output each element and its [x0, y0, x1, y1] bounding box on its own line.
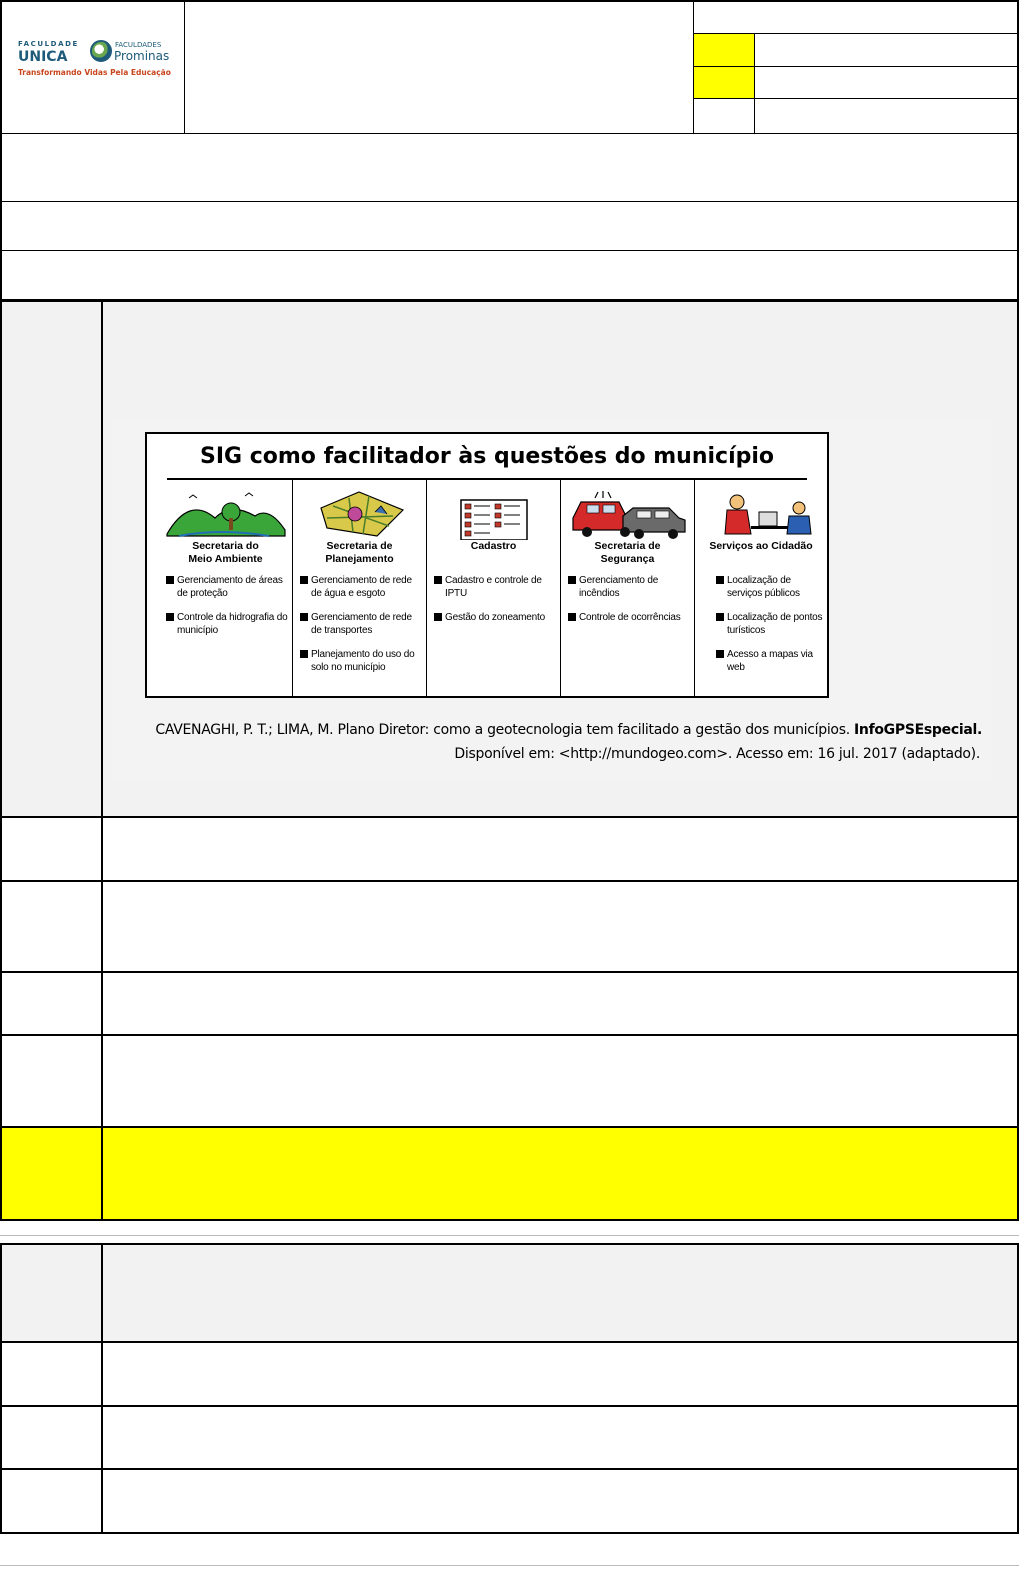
column-item: Controle da hidrografia do município — [165, 611, 290, 637]
column-item: Planejamento do uso do solo no município — [299, 648, 424, 674]
globe-icon — [90, 40, 112, 62]
section-divider — [0, 1235, 1019, 1236]
registry-form-icon — [427, 488, 560, 540]
figure-column-meio-ambiente — [159, 480, 293, 696]
figure-column-cadastro — [427, 480, 561, 696]
column-item: Gerenciamento de áreas de proteção — [165, 574, 290, 600]
institution-logo — [10, 36, 180, 86]
figure-caption-line-2: Disponível em: <http://mundogeo.com>. Acesso em: 16 jul. 2017 (adaptado). — [454, 746, 980, 762]
column-name: Serviços ao Cidadão — [709, 540, 813, 552]
city-map-icon — [293, 488, 426, 540]
caption-source-bold: InfoGPSEspecial. — [854, 722, 982, 738]
highlight-cell-1 — [694, 34, 754, 66]
sig-figure — [113, 418, 992, 780]
column-item: Gerenciamento de incêndios — [567, 574, 692, 600]
column-name: Cadastro — [470, 540, 517, 552]
logo-tagline: Transformando Vidas Pela Educação — [18, 68, 171, 77]
column-name: Secretaria de Planejamento — [325, 540, 394, 565]
sig-figure-frame — [145, 432, 829, 698]
logo-prominas-text: Prominas — [114, 49, 170, 63]
emergency-vehicles-icon — [561, 488, 694, 540]
column-item: Localização de pontos turísticos — [715, 611, 825, 637]
logo-faculdade-text: FACULDADE — [18, 40, 79, 48]
column-item: Gestão do zoneamento — [433, 611, 558, 624]
logo-unica-text: UNICA — [18, 49, 68, 65]
column-item: Acesso a mapas via web — [715, 648, 825, 674]
figure-column-planejamento — [293, 480, 427, 696]
figure-column-cidadao — [695, 480, 827, 696]
answer-highlight-row — [2, 1128, 1017, 1220]
citizen-service-icon — [695, 488, 827, 540]
column-name: Secretaria do Meio Ambiente — [188, 540, 263, 565]
column-name: Secretaria de Segurança — [594, 540, 661, 565]
column-item: Controle de ocorrências — [567, 611, 692, 624]
column-item: Gerenciamento de rede de transportes — [299, 611, 424, 637]
figure-column-seguranca — [561, 480, 695, 696]
figure-title: SIG como facilitador às questões do município — [199, 444, 775, 469]
second-statement-cell — [2, 1245, 1017, 1342]
logo-faculdades-text: FACULDADES — [115, 41, 162, 49]
column-item: Cadastro e controle de IPTU — [433, 574, 558, 600]
column-item: Localização de serviços públicos — [715, 574, 825, 600]
figure-caption-line-1 — [155, 722, 982, 738]
highlight-cell-2 — [694, 66, 754, 98]
page-bottom-rule — [0, 1565, 1019, 1566]
caption-text: CAVENAGHI, P. T.; LIMA, M. Plano Diretor: como a geotecnologia tem facilitado a gestão dos municípios. — [155, 722, 854, 738]
hills-trees-icon — [159, 488, 292, 540]
column-item: Gerenciamento de rede de água e esgoto — [299, 574, 424, 600]
